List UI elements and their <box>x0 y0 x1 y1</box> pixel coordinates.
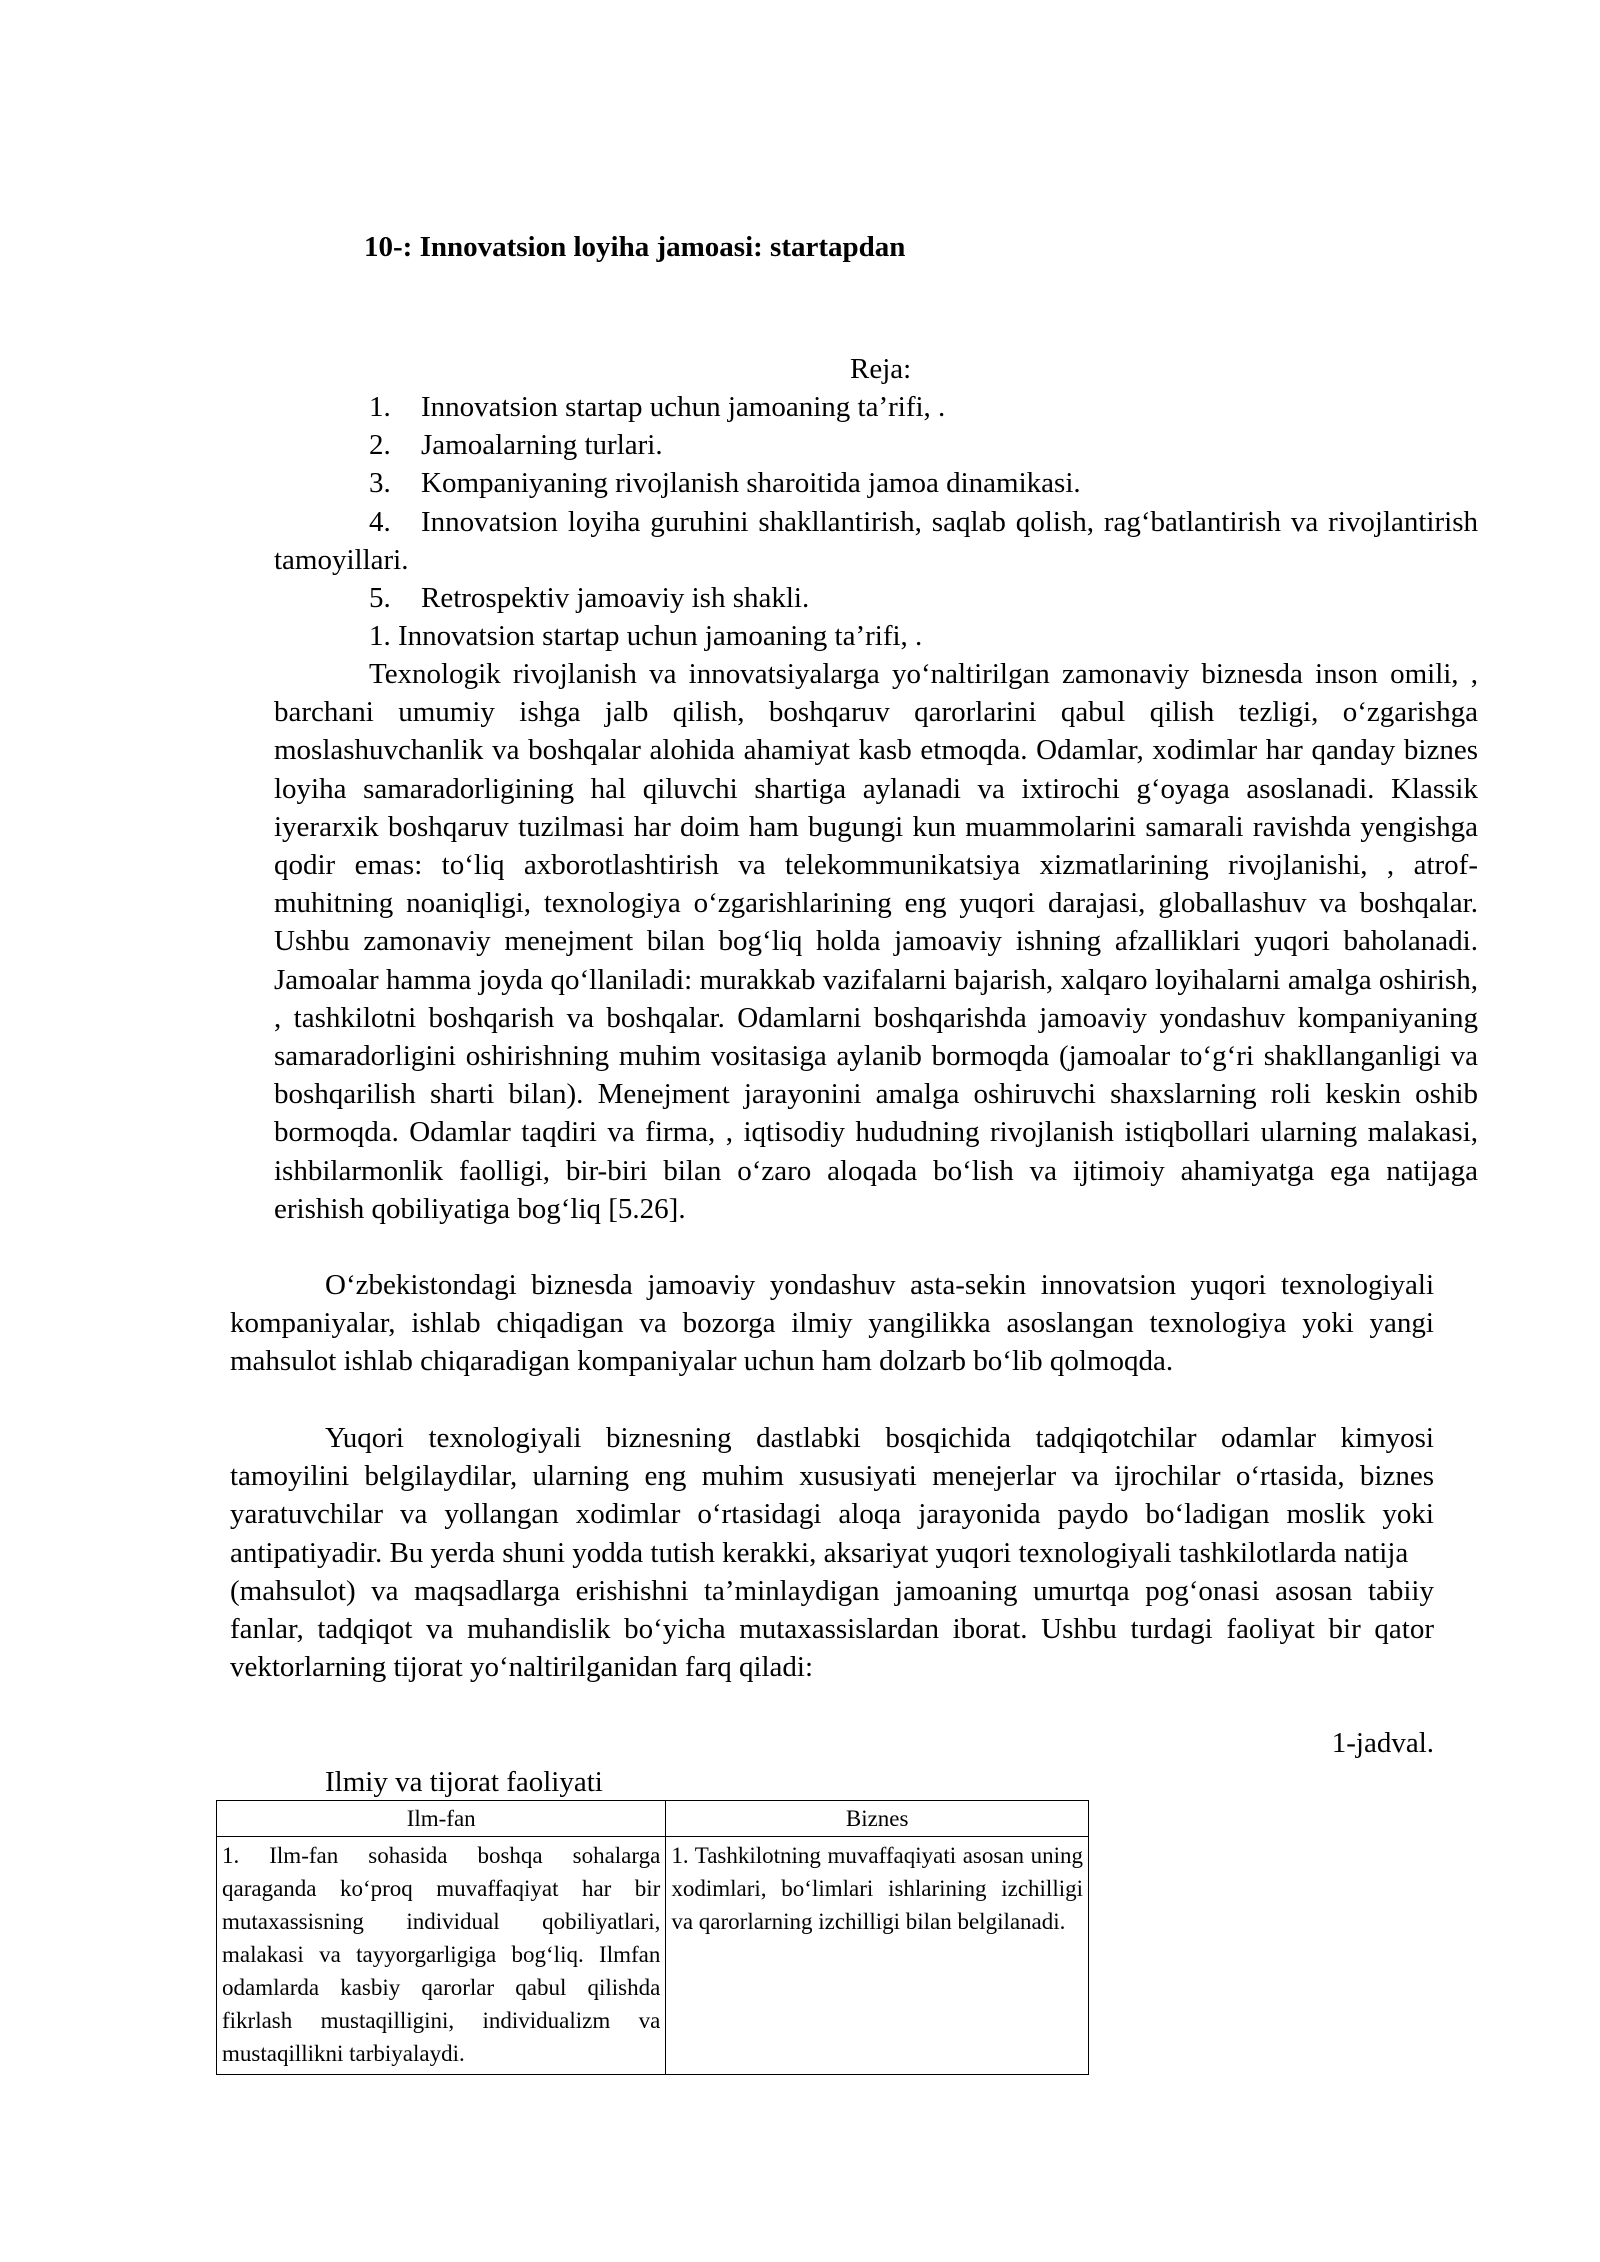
plan-item-number: 4. <box>369 505 391 538</box>
plan-item <box>274 388 1478 426</box>
plan-item <box>274 464 1478 502</box>
plan-item-number: 2. <box>369 429 391 462</box>
table-row <box>217 1837 1089 2075</box>
plan-item-text: Innovatsion startap uchun jamoaning ta’rifi, . <box>421 391 946 423</box>
plan-item-number: 1. <box>369 391 391 423</box>
section-heading-text: 1. Innovatsion startap uchun jamoaning ta’rifi, . <box>369 620 923 653</box>
table-title: Ilmiy va tijorat faoliyati <box>325 1766 603 1798</box>
plan-item <box>274 503 1478 579</box>
table-cell: 1. Tashkilotning muvaffaqiyati asosan uning xodimlari, bo‘limlari ishlarining izchilligi va qarorlarning izchilligi bilan belgilanadi. <box>666 1837 1089 2075</box>
plan-item-number: 3. <box>369 467 391 500</box>
plan-list <box>274 388 1478 655</box>
plan-item <box>274 426 1478 464</box>
plan-heading: Reja: <box>850 353 912 385</box>
paragraph-hightech: Yuqori texnologiyali biznesning dastlabki bosqichida tadqiqotchilar odamlar kimyosi tamoyilini belgilaydilar, ularning eng muhim xususiyati menejerlar va ijrochilar o‘rtasida, biznes yaratuvchilar va yollangan xodimlar o‘rtasidagi aloqa jarayonida paydo bo‘ladigan moslik yoki antipatiyadir. Bu yerda shuni yodda tutish kerakki, aksariyat yuqori texnologiyali tashkilotlarda natija <box>230 1422 1434 1569</box>
table-cell: 1. Ilm-fan sohasida boshqa sohalarga qaraganda ko‘proq muvaffaqiyat har bir mutaxassisning individual qobiliyatlari, malakasi va tayyorgarligiga bog‘liq. Ilmfan odamlarda kasbiy qarorlar qabul qilishda fikrlash mustaqilligini, individualizm va mustaqillikni tarbiyalaydi. <box>217 1837 666 2075</box>
table-header-row <box>217 1801 1089 1837</box>
document-title: 10-: Innovatsion loyiha jamoasi: startapdan <box>364 231 906 263</box>
table-header-cell: Biznes <box>666 1801 1089 1837</box>
table-header-cell: Ilm-fan <box>217 1801 666 1837</box>
table-label: 1-jadval. <box>1331 1727 1434 1759</box>
paragraph-uzbekistan: O‘zbekistondagi biznesda jamoaviy yondashuv asta-sekin innovatsion yuqori texnologiyali kompaniyalar, ishlab chiqadigan va bozorga ilmiy yangilikka asoslangan texnologiya yoki yangi mahsulot ishlab chiqaradigan kompaniyalar uchun ham dolzarb bo‘lib qolmoqda. <box>230 1269 1434 1378</box>
section-heading <box>274 617 1478 655</box>
comparison-table <box>216 1800 1089 2075</box>
plan-item-text: Jamoalarning turlari. <box>421 429 663 462</box>
plan-item-text: Kompaniyaning rivojlanish sharoitida jamoa dinamikasi. <box>421 467 1081 500</box>
plan-item-text: Retrospektiv jamoaviy ish shakli. <box>421 582 810 615</box>
plan-item <box>274 579 1478 617</box>
plan-item-number: 5. <box>369 582 391 615</box>
paragraph-team-backbone: (mahsulot) va maqsadlarga erishishni ta’minlaydigan jamoaning umurtqa pog‘onasi asosan tabiiy fanlar, tadqiqot va muhandislik bo‘yicha mutaxassislardan iborat. Ushbu turdagi faoliyat bir qator vektorlarning tijorat yo‘naltirilganidan farq qiladi: <box>230 1575 1434 1684</box>
paragraph-main: Texnologik rivojlanish va innovatsiyalarga yo‘naltirilgan zamonaviy biznesda inson omili, , barchani umumiy ishga jalb qilish, boshqaruv qarorlarini qabul qilish tezligi, o‘zgarishga moslashuvchanlik va boshqalar alohida ahamiyat kasb etmoqda. Odamlar, xodimlar har qanday biznes loyiha samaradorligining hal qiluvchi shartiga aylanadi va ixtirochi g‘oyaga asoslanadi. Klassik iyerarxik boshqaruv tuzilmasi har doim ham bugungi kun muammolarini samarali ravishda yengishga qodir emas: to‘liq axborotlashtirish va telekommunikatsiya xizmatlarining rivojlanishi, , atrof-muhitning noaniqligi, texnologiya o‘zgarishlarining eng yuqori darajasi, globallashuv va boshqalar. Ushbu zamonaviy menejment bilan bog‘liq holda jamoaviy ishning afzalliklari yuqori baholanadi. Jamoalar hamma joyda qo‘llaniladi: murakkab vazifalarni bajarish, xalqaro loyihalarni amalga oshirish, , tashkilotni boshqarish va boshqalar. Odamlarni boshqarishda jamoaviy yondashuv kompaniyaning samaradorligini oshirishning muhim vositasiga aylanib bormoqda (jamoalar to‘g‘ri shakllanganligi va boshqarilish sharti bilan). Menejment jarayonini amalga oshiruvchi shaxslarning roli keskin oshib bormoqda. Odamlar taqdiri va firma, , iqtisodiy hududning rivojlanish istiqbollari ularning malakasi, ishbilarmonlik faolligi, bir-biri bilan o‘zaro aloqada bo‘lish va ijtimoiy ahamiyatga ega natijaga erishish qobiliyatiga bog‘liq [5.26]. <box>274 658 1478 1225</box>
plan-item-text: Innovatsion loyiha guruhini shakllantirish, saqlab qolish, rag‘batlantirish va rivojlantirish tamoyillari. <box>274 505 1478 576</box>
